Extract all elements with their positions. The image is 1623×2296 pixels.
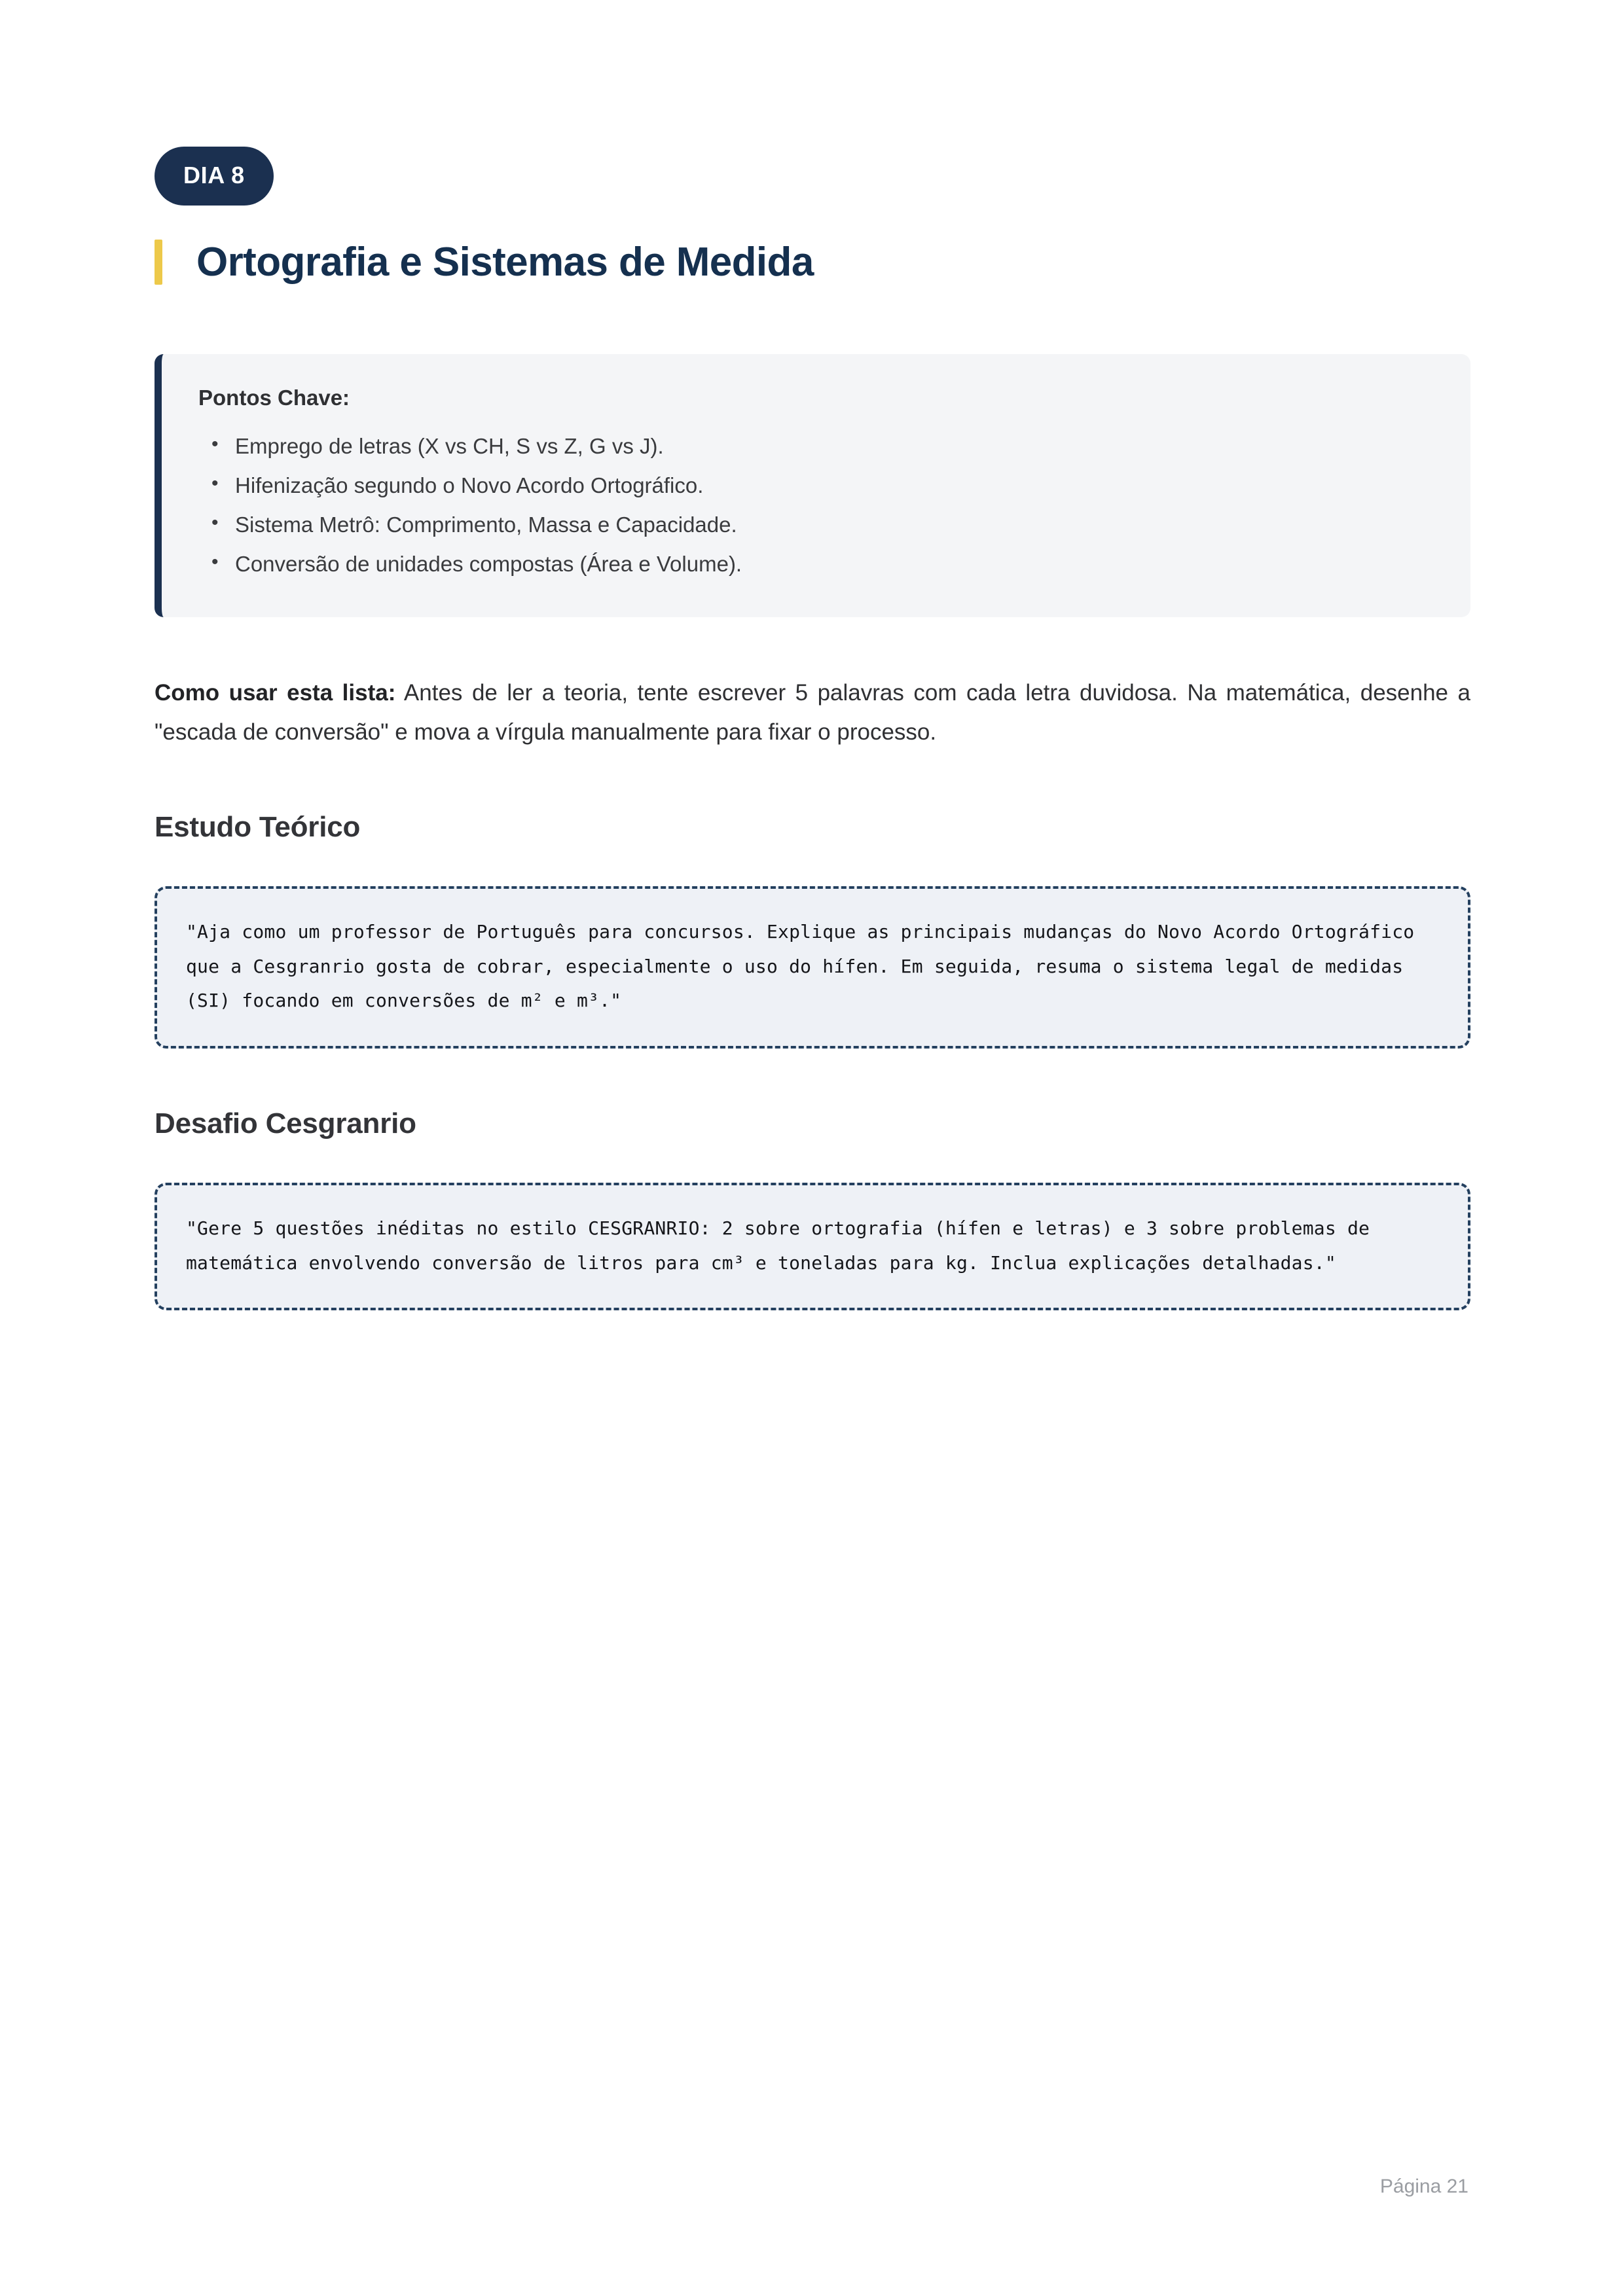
how-to-use-body: Antes de ler a teoria, tente escrever 5 palavras com cada letra duvidosa. Na matemática, desenhe a "escada de conversão" e mova a vírgula manualmente para fixar o processo.	[155, 679, 1470, 745]
page-title: Ortografia e Sistemas de Medida	[196, 240, 814, 285]
page-title-row	[155, 240, 1470, 285]
section-heading-desafio-cesgranrio: Desafio Cesgranrio	[155, 1107, 416, 1139]
day-badge: DIA 8	[155, 147, 274, 206]
prompt-box-estudo-teorico	[155, 886, 1470, 1049]
how-to-use-lead: Como usar esta lista:	[155, 679, 396, 706]
how-to-use-paragraph	[155, 673, 1470, 752]
title-accent-bar	[155, 240, 162, 285]
list-item: • Emprego de letras (X vs CH, S vs Z, G vs J).	[235, 427, 1434, 466]
list-item: • Conversão de unidades compostas (Área e Volume).	[235, 545, 1434, 584]
key-points-title: Pontos Chave:	[198, 386, 350, 410]
key-points-list	[198, 427, 1434, 584]
list-item: • Sistema Metrô: Comprimento, Massa e Capacidade.	[235, 505, 1434, 545]
key-points-card	[155, 354, 1470, 617]
prompt-text: "Aja como um professor de Português para concursos. Explique as principais mudanças do Novo Acordo Ortográfico que a Cesgranrio gosta de cobrar, especialmente o uso do hífen. Em seguida, resuma o sistema legal de medidas (SI) focando em conversões de m² e m³."	[186, 921, 1426, 1012]
list-item: • Hifenização segundo o Novo Acordo Ortográfico.	[235, 466, 1434, 505]
page-number: Página 21	[1379, 2176, 1468, 2197]
section-heading-estudo-teorico: Estudo Teórico	[155, 810, 361, 843]
page-content	[155, 147, 1470, 1310]
prompt-box-desafio-cesgranrio	[155, 1183, 1470, 1310]
prompt-text: "Gere 5 questões inéditas no estilo CESGRANRIO: 2 sobre ortografia (hífen e letras) e 3 sobre problemas de matemática envolvendo conversão de litros para cm³ e toneladas para kg. Inclua explicações detalhadas."	[186, 1217, 1381, 1274]
